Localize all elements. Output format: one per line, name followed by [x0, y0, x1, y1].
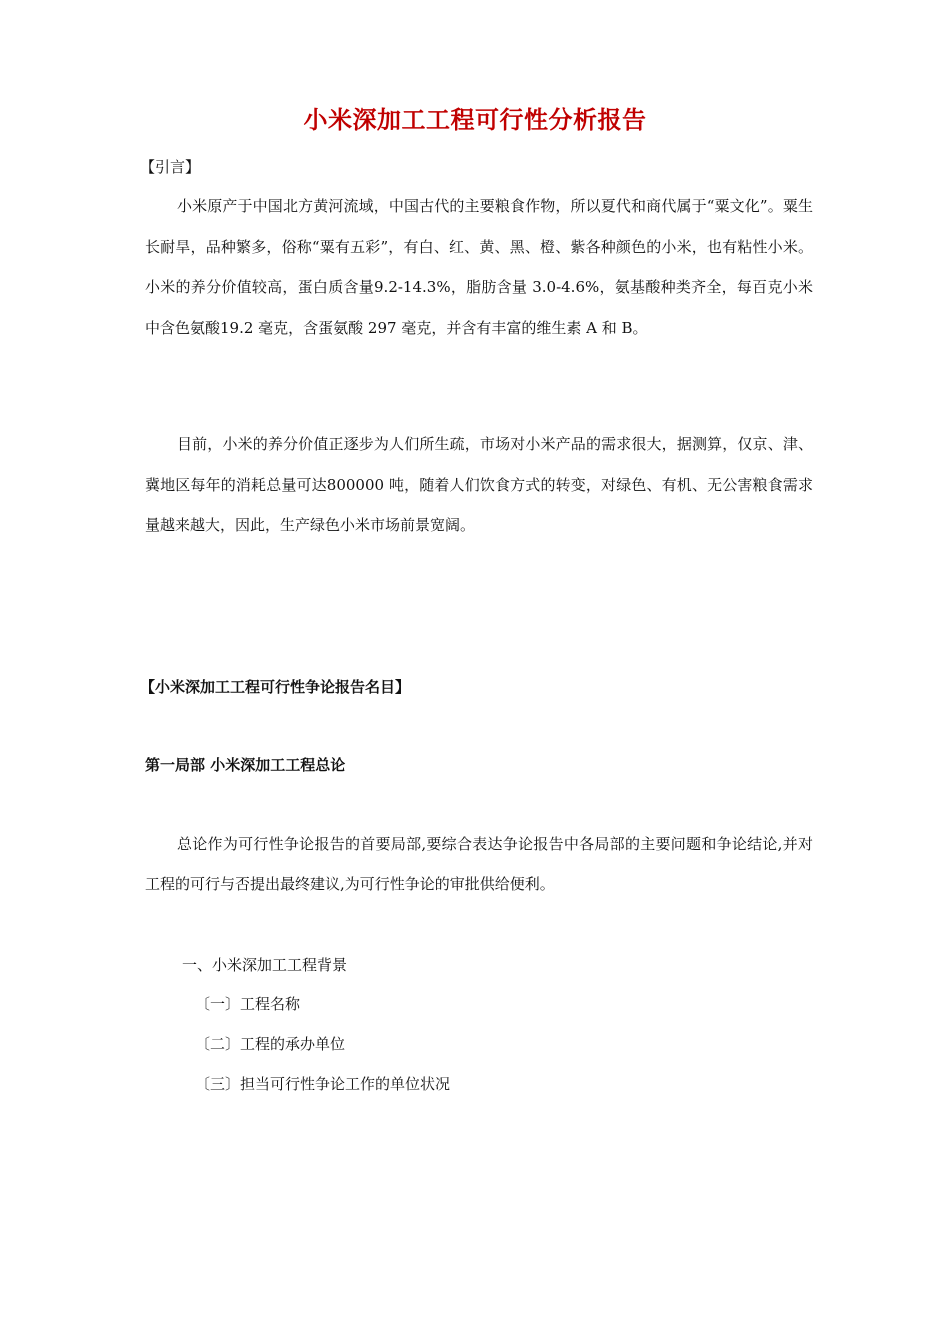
toc-heading: 【小米深加工工程可行性争论报告名目】 [140, 678, 411, 696]
intro-paragraph-2: 目前，小米的养分价值正逐步为人们所生疏，市场对小米产品的需求很大，据测算，仅京、津、冀地区每年的消耗总量可达800000 吨，随着人们饮食方式的转变，对绿色、有机、无公害粮食需求量越来越大，因此，生产绿色小米市场前景宽阔。 [145, 435, 813, 534]
intro-label: 【引言】 [140, 158, 201, 176]
intro-paragraph-1: 小米原产于中国北方黄河流域，中国古代的主要粮食作物，所以夏代和商代属于“粟文化”。粟生长耐旱，品种繁多，俗称“粟有五彩”，有白、红、黄、黑、橙、紫各种颜色的小米，也有粘性小米。小米的养分价值较高，蛋白质含量9.2-14.3%，脂肪含量 3.0-4.6%，氨基酸种类齐全，每百克小米中含色氨酸19.2 毫克，含蛋氨酸 297 毫克，并含有丰富的维生素 A 和 B。 [145, 197, 813, 337]
outline-item-2: 〔二〕工程的承办单位 [195, 1035, 346, 1053]
outline-item-1: 〔一〕工程名称 [195, 995, 301, 1013]
outline-item-3: 〔三〕担当可行性争论工作的单位状况 [195, 1075, 451, 1093]
part1-heading: 第一局部 小米深加工工程总论 [145, 756, 346, 774]
summary-paragraph: 总论作为可行性争论报告的首要局部,要综合表达争论报告中各局部的主要问题和争论结论,并对工程的可行与否提出最终建议,为可行性争论的审批供给便利。 [145, 835, 813, 893]
outline-section-1: 一、小米深加工工程背景 [182, 956, 348, 974]
document-title: 小米深加工工程可行性分析报告 [303, 106, 647, 134]
